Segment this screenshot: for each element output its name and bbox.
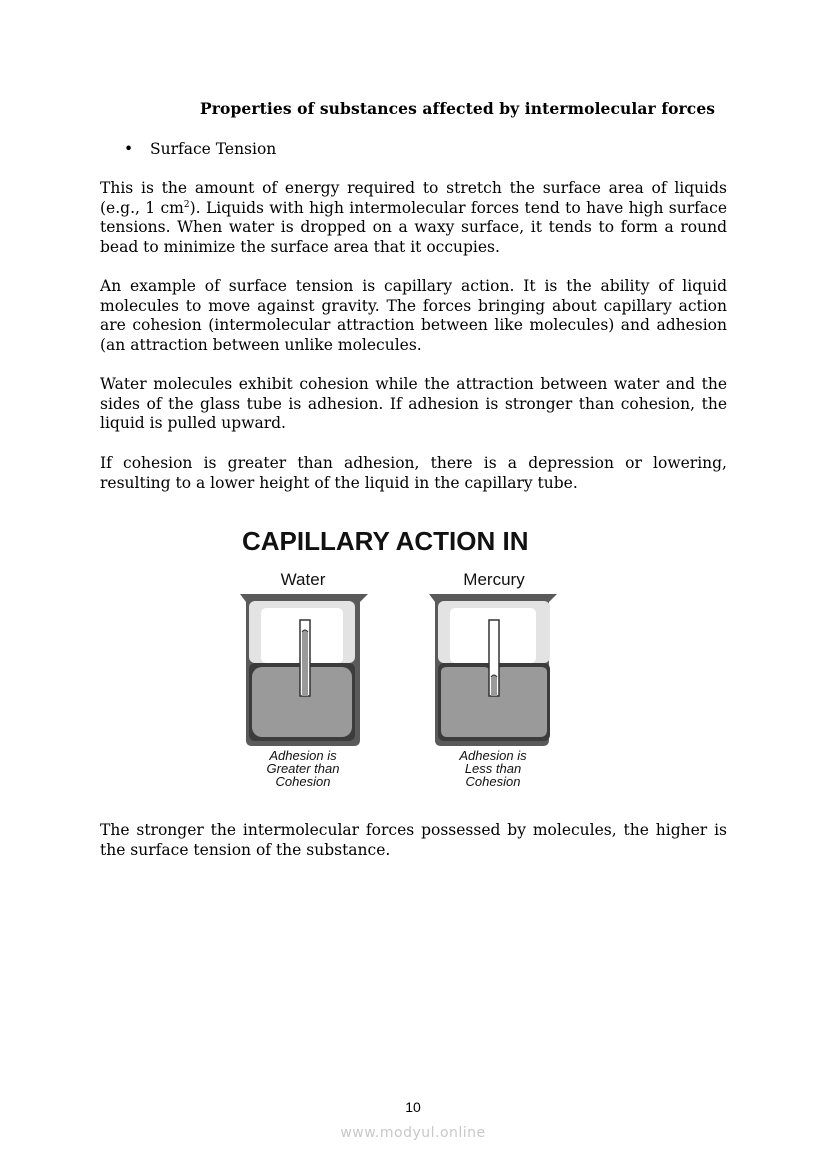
figure-title: CAPILLARY ACTION IN	[242, 526, 529, 556]
paragraph-conclusion: The stronger the intermolecular forces possessed by molecules, the higher is the surface tension of the substance.	[100, 821, 727, 859]
page-title: Properties of substances affected by intermolecular forces	[200, 99, 716, 118]
bullet-label: Surface Tension	[150, 140, 277, 158]
water-label: Water	[280, 570, 326, 589]
page-number: 10	[405, 1099, 421, 1115]
bullet-dot-icon: •	[124, 140, 134, 158]
water-beaker	[240, 594, 368, 746]
water-caption-line-2: Greater than	[266, 761, 340, 776]
mercury-caption-line-2: Less than	[464, 761, 522, 776]
mercury-label: Mercury	[463, 570, 525, 589]
watermark: www.modyul.online	[340, 1125, 486, 1141]
paragraph-depression: If cohesion is greater than adhesion, there is a depression or lowering, resulting to a lower height of the liquid in the capillary tube.	[100, 454, 727, 492]
bullet-item-surface-tension	[124, 140, 276, 158]
paragraph-capillary-action: An example of surface tension is capillary action. It is the ability of liquid molecules to move against gravity. The forces bringing about capillary action are cohesion (intermolecular attraction between like molecules) and adhesion (an attraction between unlike molecules.	[100, 277, 727, 354]
mercury-caption-line-3: Cohesion	[465, 774, 521, 789]
paragraph-cohesion-adhesion: Water molecules exhibit cohesion while the attraction between water and the sides of the glass tube is adhesion. If adhesion is stronger than cohesion, the liquid is pulled upward.	[100, 375, 727, 433]
water-caption-line-1: Adhesion is	[269, 748, 337, 763]
water-caption-line-3: Cohesion	[275, 774, 331, 789]
capillary-action-figure	[232, 522, 572, 797]
mercury-beaker	[429, 594, 557, 746]
mercury-caption-line-1: Adhesion is	[459, 748, 527, 763]
paragraph-surface-tension-definition: This is the amount of energy required to stretch the surface area of liquids (e.g., 1 $cm^2$). Liquids with high intermolecular forces tend to have high surface tensions. When water is dropped on a waxy surface, it tends to form a round bead to minimize the surface area that it occupies.	[100, 179, 727, 256]
